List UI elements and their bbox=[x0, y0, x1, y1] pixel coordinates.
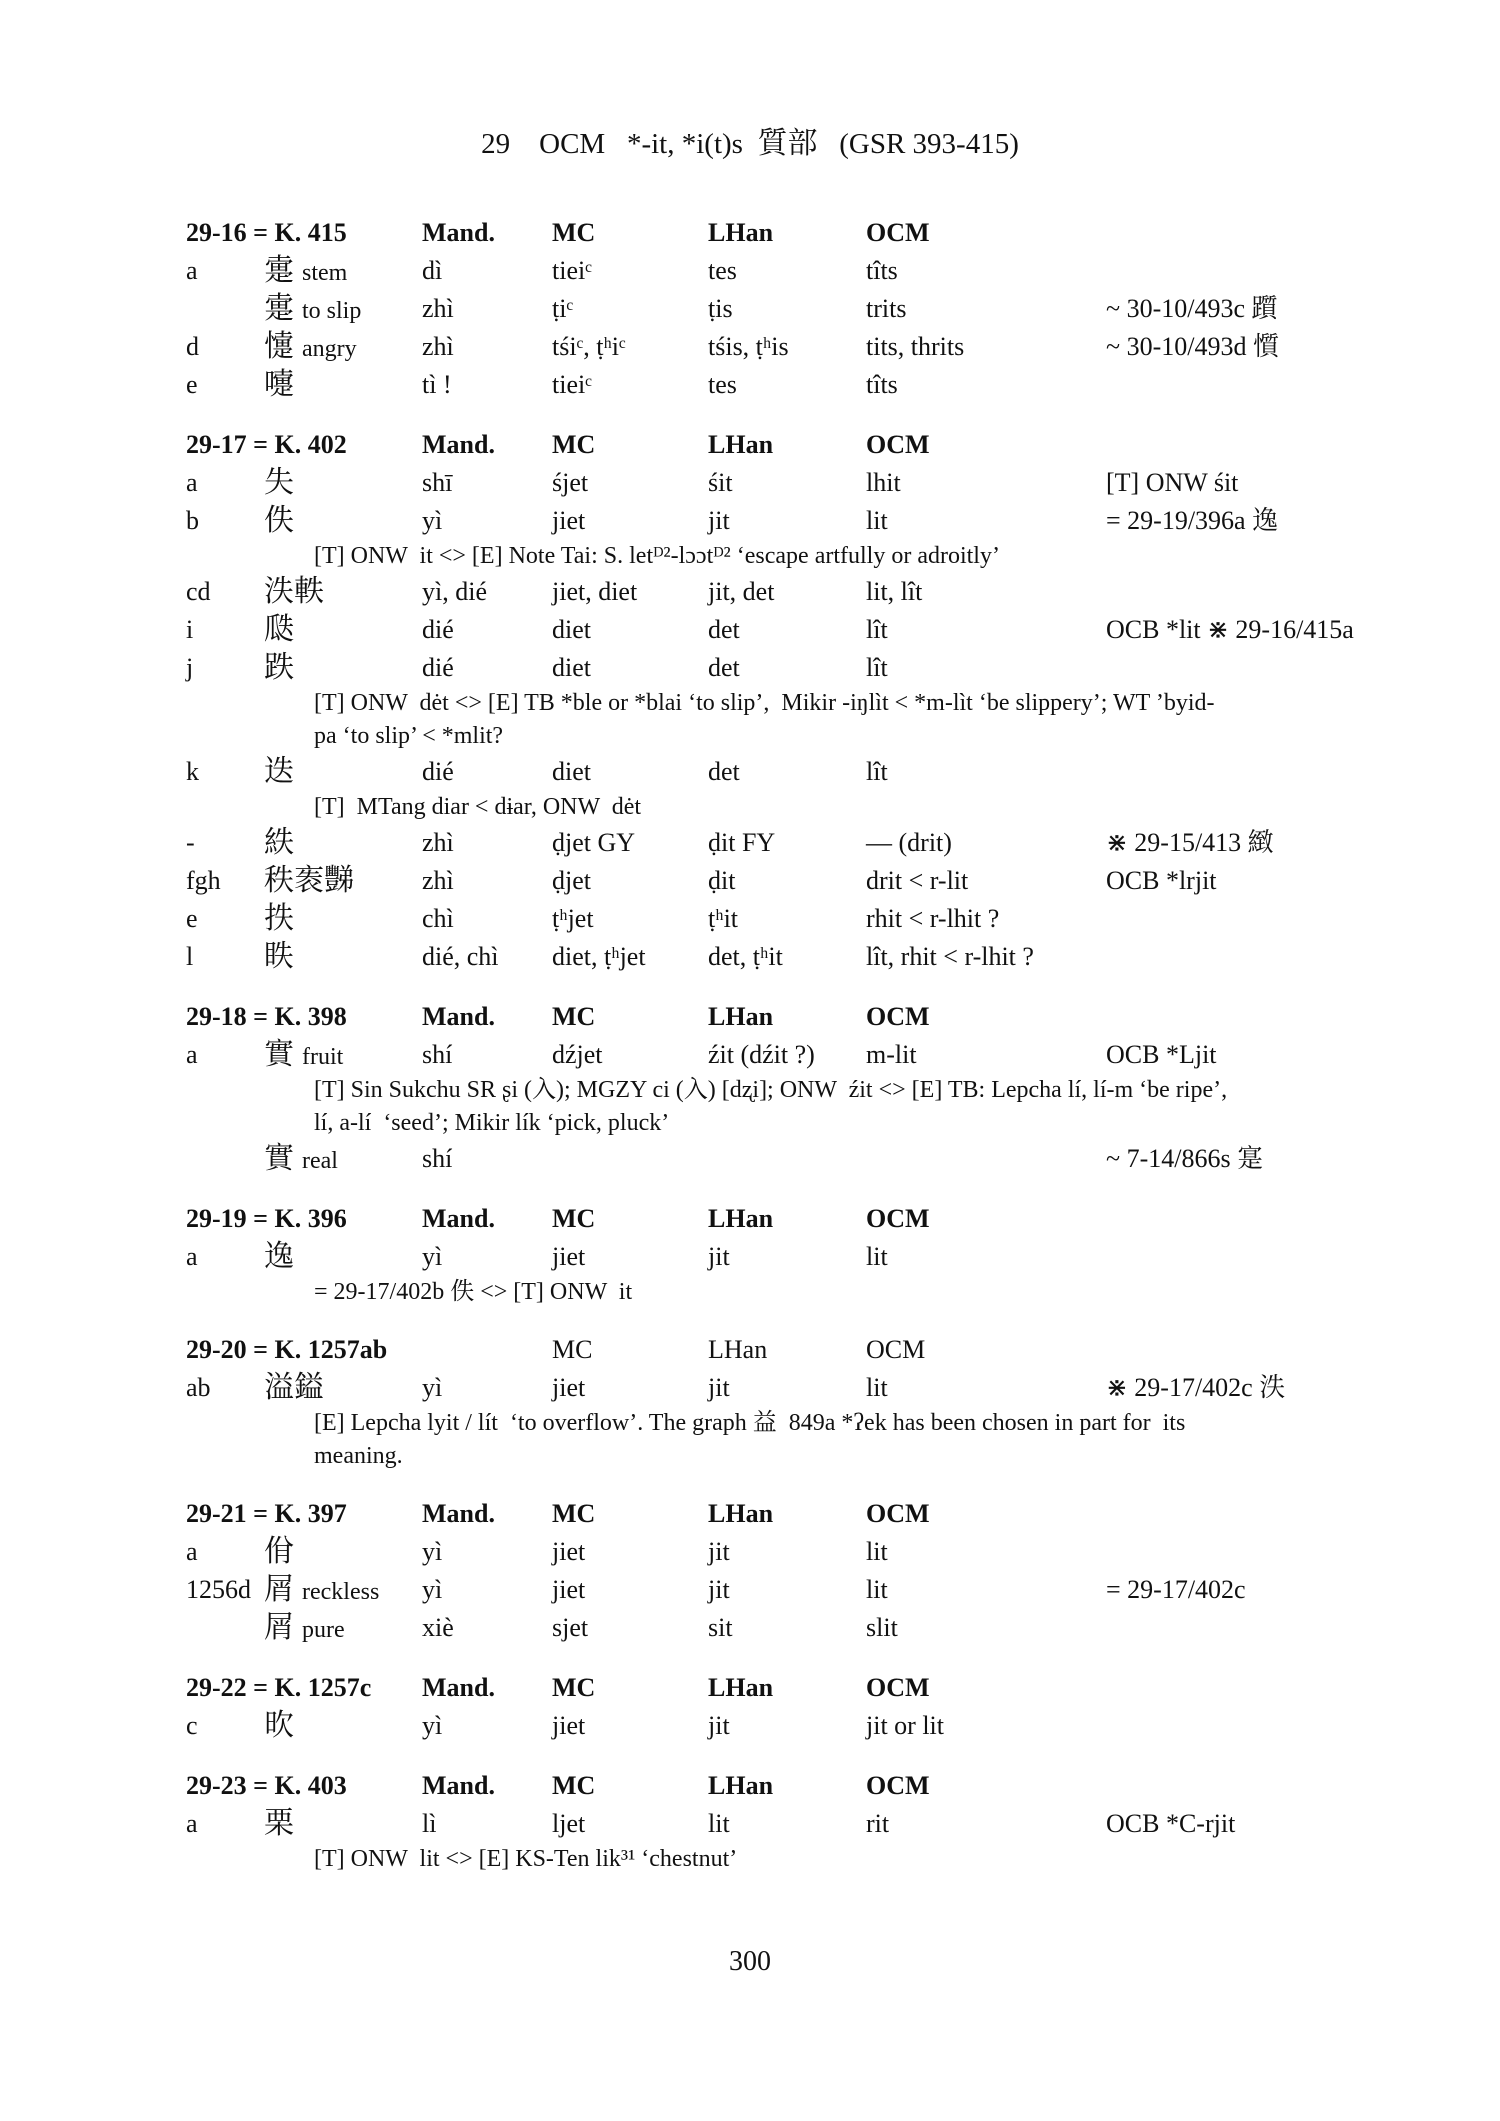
character-cell bbox=[264, 252, 347, 292]
character-gloss: pure bbox=[302, 1617, 345, 1643]
cross-reference: ⋇ 29-17/402c 泆 bbox=[1106, 1373, 1286, 1402]
series-entry bbox=[186, 426, 1354, 976]
entry-row bbox=[186, 1238, 1346, 1276]
middle-chinese-reading: ṭiᶜ bbox=[552, 294, 574, 323]
column-header-ocm: OCM bbox=[866, 430, 930, 459]
cross-reference: OCB *C-rjit bbox=[1106, 1809, 1236, 1838]
entry-key: i bbox=[186, 615, 194, 644]
entry-row bbox=[186, 938, 1346, 976]
old-chinese-reading: lit bbox=[866, 1537, 888, 1566]
chapter-gsr-range: (GSR 393-415) bbox=[839, 128, 1019, 160]
etymology-note: [T] ONW lit <> [E] KS-Ten lik³¹ ‘chestnut’ bbox=[314, 1846, 738, 1872]
old-chinese-reading: lit bbox=[866, 506, 888, 535]
column-header-lhan: LHan bbox=[708, 1673, 774, 1702]
character-cell bbox=[264, 862, 362, 902]
series-id: 29-20 = K. 1257ab bbox=[186, 1335, 388, 1364]
cross-reference: = 29-17/402c bbox=[1106, 1575, 1246, 1604]
series-id: 29-23 = K. 403 bbox=[186, 1771, 347, 1800]
middle-chinese-reading: sjet bbox=[552, 1613, 589, 1642]
series-entry bbox=[186, 1669, 1346, 1745]
column-header-lhan: LHan bbox=[708, 430, 774, 459]
chapter-rime-chars: 質部 bbox=[757, 126, 818, 161]
mandarin-reading: yì, dié bbox=[422, 577, 487, 606]
etymology-note: [T] MTang diar < dɨar, ONW dėt bbox=[314, 794, 642, 820]
column-header-mand: Mand. bbox=[422, 1673, 495, 1702]
column-header-ocm: OCM bbox=[866, 1673, 930, 1702]
character-cell bbox=[264, 1707, 302, 1747]
entry-row bbox=[186, 1707, 1346, 1745]
cross-reference: [T] ONW śit bbox=[1106, 468, 1239, 497]
later-han-reading: jit bbox=[708, 1711, 730, 1740]
column-header-mc: MC bbox=[552, 1673, 596, 1702]
mandarin-reading: zhì bbox=[422, 332, 454, 361]
chinese-character: 迭 bbox=[264, 754, 294, 789]
cross-reference: = 29-19/396a 逸 bbox=[1106, 506, 1279, 535]
chinese-character: 疐 bbox=[264, 253, 294, 288]
middle-chinese-reading: diet bbox=[552, 615, 591, 644]
chinese-character: 瓞 bbox=[264, 612, 294, 647]
mandarin-reading: yì bbox=[422, 506, 443, 535]
entry-key: cd bbox=[186, 577, 211, 606]
character-cell bbox=[264, 366, 302, 406]
chinese-character: 佚 bbox=[264, 503, 294, 538]
cross-reference: OCB *lrjit bbox=[1106, 866, 1217, 895]
later-han-reading: tes bbox=[708, 370, 737, 399]
mandarin-reading: zhì bbox=[422, 866, 454, 895]
chinese-character: 失 bbox=[264, 465, 294, 500]
cross-reference: ~ 7-14/866s 寔 bbox=[1106, 1144, 1264, 1173]
chapter-number: 29 bbox=[481, 128, 511, 160]
middle-chinese-reading: jiet bbox=[552, 506, 586, 535]
middle-chinese-reading: jiet bbox=[552, 1711, 586, 1740]
later-han-reading: tes bbox=[708, 256, 737, 285]
series-header bbox=[186, 1767, 1346, 1805]
etymology-note: [T] Sin Sukchu SR ʂi (入); MGZY ci (入) [dʐi]; ONW źit <> [E] TB: Lepcha lí, lí-m ‘be ripe’, lí, a-lí ‘seed’; Mikir lík ‘pick, pluck’ bbox=[314, 1077, 1228, 1136]
old-chinese-reading: lît bbox=[866, 653, 888, 682]
character-cell bbox=[264, 1036, 343, 1076]
mandarin-reading: tì ! bbox=[422, 370, 452, 399]
character-cell bbox=[264, 1238, 302, 1278]
mandarin-reading: yì bbox=[422, 1711, 443, 1740]
entry-key: a bbox=[186, 1040, 198, 1069]
series-id: 29-16 = K. 415 bbox=[186, 218, 347, 247]
column-header-mand: Mand. bbox=[422, 1499, 495, 1528]
chapter-label: OCM bbox=[539, 128, 606, 160]
entry-row bbox=[186, 1533, 1346, 1571]
old-chinese-reading: lhit bbox=[866, 468, 901, 497]
chinese-character: 跌 bbox=[264, 650, 294, 685]
mandarin-reading: lì bbox=[422, 1809, 437, 1838]
page-header bbox=[0, 118, 1500, 162]
entry-row bbox=[186, 464, 1346, 502]
middle-chinese-reading: diet, ṭʰjet bbox=[552, 942, 646, 971]
entry-key: k bbox=[186, 757, 199, 786]
entry-key: a bbox=[186, 1242, 198, 1271]
entry-key: - bbox=[186, 828, 195, 857]
old-chinese-reading: tîts bbox=[866, 370, 898, 399]
etymology-note: [T] ONW dėt <> [E] TB *ble or *blai ‘to slip’, Mikir -iŋlìt < *m-lìt ‘be slippery’; WT ’byid- pa ‘to slip’ < *mlit? bbox=[314, 690, 1215, 749]
old-chinese-reading: lît, rhit < r-lhit ? bbox=[866, 942, 1034, 971]
middle-chinese-reading: ljet bbox=[552, 1809, 586, 1838]
character-cell bbox=[264, 1805, 302, 1845]
character-gloss: to slip bbox=[302, 298, 362, 324]
entry-key: a bbox=[186, 468, 198, 497]
entry-row bbox=[186, 1805, 1346, 1843]
cross-reference: ⋇ 29-15/413 緻 bbox=[1106, 828, 1274, 857]
column-header-ocm: OCM bbox=[866, 1771, 930, 1800]
old-chinese-reading: lît bbox=[866, 615, 888, 644]
entry-row bbox=[186, 900, 1346, 938]
series-header bbox=[186, 998, 1346, 1036]
entry-row bbox=[186, 573, 1346, 611]
column-header-mc: MC bbox=[552, 430, 596, 459]
character-gloss: stem bbox=[302, 260, 348, 286]
character-cell bbox=[264, 1140, 338, 1180]
entry-row bbox=[186, 1369, 1346, 1407]
chinese-character: 抶 bbox=[264, 901, 294, 936]
entry-key: a bbox=[186, 1809, 198, 1838]
middle-chinese-reading: jiet bbox=[552, 1242, 586, 1271]
chinese-character: 逸 bbox=[264, 1239, 294, 1274]
character-gloss: reckless bbox=[302, 1579, 380, 1605]
series-id: 29-19 = K. 396 bbox=[186, 1204, 347, 1233]
entry-row bbox=[186, 366, 1346, 404]
column-header-ocm: OCM bbox=[866, 1335, 926, 1364]
character-cell bbox=[264, 1571, 379, 1611]
later-han-reading: ṭis bbox=[708, 294, 733, 323]
old-chinese-reading: — (drit) bbox=[866, 828, 952, 857]
chinese-character: 紩 bbox=[264, 825, 294, 860]
middle-chinese-reading: jiet bbox=[552, 1373, 586, 1402]
old-chinese-reading: tits, thrits bbox=[866, 332, 965, 361]
old-chinese-reading: lit bbox=[866, 1373, 888, 1402]
later-han-reading: det bbox=[708, 653, 740, 682]
mandarin-reading: shí bbox=[422, 1040, 453, 1069]
entry-key: c bbox=[186, 1711, 198, 1740]
cross-reference: ~ 30-10/493c 躓 bbox=[1106, 294, 1278, 323]
entry-key: a bbox=[186, 1537, 198, 1566]
column-header-mc: MC bbox=[552, 1002, 596, 1031]
middle-chinese-reading: diet bbox=[552, 653, 591, 682]
character-cell bbox=[264, 900, 302, 940]
entry-key: l bbox=[186, 942, 194, 971]
column-header-ocm: OCM bbox=[866, 1002, 930, 1031]
later-han-reading: det bbox=[708, 615, 740, 644]
middle-chinese-reading: ḍjet bbox=[552, 866, 591, 895]
character-cell bbox=[264, 824, 302, 864]
chinese-character: 屑 bbox=[264, 1610, 294, 1645]
series-header bbox=[186, 426, 1346, 464]
later-han-reading: det, ṭʰit bbox=[708, 942, 783, 971]
series-header bbox=[186, 1200, 1346, 1238]
column-header-mand: Mand. bbox=[422, 1204, 495, 1233]
later-han-reading: jit, det bbox=[708, 577, 775, 606]
mandarin-reading: dié bbox=[422, 615, 454, 644]
old-chinese-reading: slit bbox=[866, 1613, 898, 1642]
entry-row bbox=[186, 1036, 1346, 1074]
middle-chinese-reading: tieiᶜ bbox=[552, 370, 592, 399]
later-han-reading: źit (dźit ?) bbox=[708, 1040, 815, 1069]
column-header-ocm: OCM bbox=[866, 218, 930, 247]
column-header-mc: MC bbox=[552, 1335, 593, 1364]
old-chinese-reading: tîts bbox=[866, 256, 898, 285]
character-cell bbox=[264, 573, 332, 613]
series-header bbox=[186, 1669, 1346, 1707]
etymology-note: [E] Lepcha lyit / lít ‘to overflow’. The graph 益 849a *ʔek has been chosen in part for its meaning. bbox=[314, 1410, 1186, 1469]
series-entry bbox=[186, 998, 1346, 1178]
mandarin-reading: dì bbox=[422, 256, 443, 285]
chinese-character: 嚏 bbox=[264, 367, 294, 402]
later-han-reading: ḍit bbox=[708, 866, 736, 895]
later-han-reading: det bbox=[708, 757, 740, 786]
old-chinese-reading: trits bbox=[866, 294, 907, 323]
mandarin-reading: yì bbox=[422, 1373, 443, 1402]
mandarin-reading: shī bbox=[422, 468, 453, 497]
later-han-reading: jit bbox=[708, 1575, 730, 1604]
middle-chinese-reading: jiet, diet bbox=[552, 577, 638, 606]
series-header bbox=[186, 1495, 1346, 1533]
middle-chinese-reading: jiet bbox=[552, 1575, 586, 1604]
character-cell bbox=[264, 649, 302, 689]
column-header-mand: Mand. bbox=[422, 430, 495, 459]
old-chinese-reading: m-lit bbox=[866, 1040, 917, 1069]
character-gloss: fruit bbox=[302, 1044, 344, 1070]
entry-row bbox=[186, 649, 1346, 687]
middle-chinese-reading: dźjet bbox=[552, 1040, 603, 1069]
character-gloss: real bbox=[302, 1148, 338, 1174]
column-header-mand: Mand. bbox=[422, 218, 495, 247]
middle-chinese-reading: ḍjet GY bbox=[552, 828, 636, 857]
series-id: 29-22 = K. 1257c bbox=[186, 1673, 372, 1702]
later-han-reading: jit bbox=[708, 1242, 730, 1271]
column-header-ocm: OCM bbox=[866, 1204, 930, 1233]
column-header-mc: MC bbox=[552, 218, 596, 247]
mandarin-reading: yì bbox=[422, 1575, 443, 1604]
series-header bbox=[186, 214, 1346, 252]
entry-key: 1256d bbox=[186, 1575, 251, 1604]
later-han-reading: sit bbox=[708, 1613, 733, 1642]
middle-chinese-reading: diet bbox=[552, 757, 591, 786]
chinese-character: 眣 bbox=[264, 939, 294, 974]
column-header-lhan: LHan bbox=[708, 1204, 774, 1233]
chinese-character: 栗 bbox=[264, 1806, 294, 1841]
entry-key: b bbox=[186, 506, 199, 535]
character-cell bbox=[264, 938, 302, 978]
chinese-character: 欥 bbox=[264, 1708, 294, 1743]
entry-key: fgh bbox=[186, 866, 221, 895]
chinese-character: 實 bbox=[264, 1141, 294, 1176]
character-gloss: angry bbox=[302, 336, 357, 362]
chinese-character: 泆軼 bbox=[264, 574, 324, 609]
entry-row bbox=[186, 753, 1346, 791]
later-han-reading: ḍit FY bbox=[708, 828, 776, 857]
column-header-mc: MC bbox=[552, 1204, 596, 1233]
column-header-lhan: LHan bbox=[708, 1771, 774, 1800]
character-cell bbox=[264, 1609, 345, 1649]
series-entry bbox=[186, 1331, 1346, 1473]
mandarin-reading: xiè bbox=[422, 1613, 454, 1642]
entry-key: ab bbox=[186, 1373, 211, 1402]
column-header-mand: Mand. bbox=[422, 1771, 495, 1800]
column-header-lhan: LHan bbox=[708, 218, 774, 247]
middle-chinese-reading: ṭʰjet bbox=[552, 904, 594, 933]
etymology-note: [T] ONW it <> [E] Note Tai: S. letᴰ²-lɔɔtᴰ² ‘escape artfully or adroitly’ bbox=[314, 543, 1000, 569]
column-header-mc: MC bbox=[552, 1771, 596, 1800]
cross-reference: OCB *lit ⋇ 29-16/415a bbox=[1106, 615, 1354, 644]
mandarin-reading: shí bbox=[422, 1144, 453, 1173]
old-chinese-reading: lit bbox=[866, 1575, 888, 1604]
series-id: 29-21 = K. 397 bbox=[186, 1499, 347, 1528]
chapter-rimes: *-it, *i(t)s bbox=[626, 128, 743, 160]
column-header-lhan: LHan bbox=[708, 1335, 768, 1364]
entries-list bbox=[186, 214, 1354, 1898]
chinese-character: 佾 bbox=[264, 1534, 294, 1569]
column-header-mc: MC bbox=[552, 1499, 596, 1528]
mandarin-reading: dié, chì bbox=[422, 942, 499, 971]
cross-reference: ~ 30-10/493d 懫 bbox=[1106, 332, 1279, 361]
chinese-character: 屑 bbox=[264, 1572, 294, 1607]
entry-row bbox=[186, 502, 1346, 540]
entry-key: e bbox=[186, 370, 198, 399]
entry-row bbox=[186, 611, 1354, 649]
etymology-note: = 29-17/402b 佚 <> [T] ONW it bbox=[314, 1279, 633, 1305]
page-number: 300 bbox=[729, 1946, 771, 1977]
middle-chinese-reading: jiet bbox=[552, 1537, 586, 1566]
later-han-reading: jit bbox=[708, 1537, 730, 1566]
series-entry bbox=[186, 1495, 1346, 1647]
mandarin-reading: dié bbox=[422, 757, 454, 786]
later-han-reading: śit bbox=[708, 468, 733, 497]
column-header-mand: Mand. bbox=[422, 1002, 495, 1031]
entry-row bbox=[186, 328, 1346, 366]
character-cell bbox=[264, 1369, 332, 1409]
mandarin-reading: zhì bbox=[422, 828, 454, 857]
entry-row bbox=[186, 824, 1346, 862]
column-header-lhan: LHan bbox=[708, 1002, 774, 1031]
series-entry bbox=[186, 214, 1346, 404]
series-entry bbox=[186, 1767, 1346, 1876]
column-header-ocm: OCM bbox=[866, 1499, 930, 1528]
later-han-reading: jit bbox=[708, 506, 730, 535]
entry-row bbox=[186, 290, 1346, 328]
mandarin-reading: yì bbox=[422, 1537, 443, 1566]
series-id: 29-18 = K. 398 bbox=[186, 1002, 347, 1031]
mandarin-reading: chì bbox=[422, 904, 454, 933]
character-cell bbox=[264, 328, 357, 368]
old-chinese-reading: lit, lît bbox=[866, 577, 923, 606]
later-han-reading: jit bbox=[708, 1373, 730, 1402]
entry-key: d bbox=[186, 332, 199, 361]
chinese-character: 溢鎰 bbox=[264, 1370, 324, 1405]
chinese-character: 實 bbox=[264, 1037, 294, 1072]
later-han-reading: ṭʰit bbox=[708, 904, 739, 933]
character-cell bbox=[264, 611, 302, 651]
old-chinese-reading: drit < r-lit bbox=[866, 866, 969, 895]
chinese-character: 疐 bbox=[264, 291, 294, 326]
character-cell bbox=[264, 502, 302, 542]
later-han-reading: lit bbox=[708, 1809, 730, 1838]
series-id: 29-17 = K. 402 bbox=[186, 430, 347, 459]
old-chinese-reading: jit or lit bbox=[866, 1711, 944, 1740]
old-chinese-reading: lît bbox=[866, 757, 888, 786]
old-chinese-reading: rit bbox=[866, 1809, 890, 1838]
later-han-reading: tśis, ṭʰis bbox=[708, 332, 789, 361]
entry-key: e bbox=[186, 904, 198, 933]
entry-key: a bbox=[186, 256, 198, 285]
entry-row bbox=[186, 1609, 1346, 1647]
chinese-character: 秩袠豒 bbox=[264, 863, 354, 898]
entry-row bbox=[186, 252, 1346, 290]
mandarin-reading: yì bbox=[422, 1242, 443, 1271]
mandarin-reading: dié bbox=[422, 653, 454, 682]
middle-chinese-reading: śjet bbox=[552, 468, 589, 497]
series-entry bbox=[186, 1200, 1346, 1309]
series-header bbox=[186, 1331, 1346, 1369]
old-chinese-reading: lit bbox=[866, 1242, 888, 1271]
character-cell bbox=[264, 1533, 302, 1573]
entry-row bbox=[186, 862, 1346, 900]
old-chinese-reading: rhit < r-lhit ? bbox=[866, 904, 1000, 933]
chinese-character: 懥 bbox=[264, 329, 294, 364]
column-header-lhan: LHan bbox=[708, 1499, 774, 1528]
mandarin-reading: zhì bbox=[422, 294, 454, 323]
entry-key: j bbox=[186, 653, 194, 682]
character-cell bbox=[264, 290, 361, 330]
middle-chinese-reading: tieiᶜ bbox=[552, 256, 592, 285]
character-cell bbox=[264, 464, 302, 504]
middle-chinese-reading: tśiᶜ, ṭʰiᶜ bbox=[552, 332, 626, 361]
character-cell bbox=[264, 753, 302, 793]
cross-reference: OCB *Ljit bbox=[1106, 1040, 1217, 1069]
entry-row bbox=[186, 1140, 1346, 1178]
entry-row bbox=[186, 1571, 1346, 1609]
